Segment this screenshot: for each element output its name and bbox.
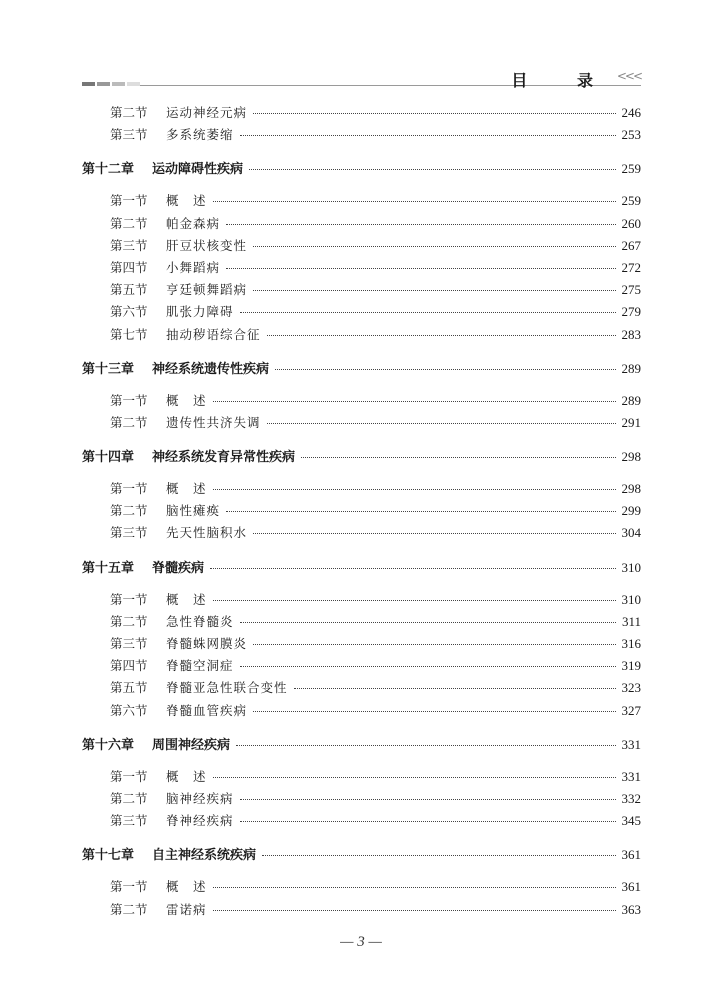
table-of-contents [82, 103, 641, 922]
entry-number: 第三节 [110, 525, 148, 541]
dot-leader [267, 335, 616, 336]
entry-number: 第一节 [110, 481, 148, 497]
entry-page-number: 283 [621, 326, 641, 342]
entry-title: 脊髓蛛网膜炎 [166, 636, 248, 651]
entry-page-number: 345 [621, 813, 641, 829]
entry-page-number: 259 [621, 193, 641, 209]
entry-page-number: 253 [621, 127, 641, 143]
dot-leader [213, 401, 616, 402]
entry-page-number: 291 [621, 414, 641, 430]
entry-page-number: 316 [621, 636, 641, 651]
entry-page-number: 310 [621, 559, 641, 575]
entry-page-number: 361 [621, 847, 641, 863]
dot-leader [253, 711, 615, 712]
toc-section-entry[interactable] [82, 413, 641, 435]
entry-page-number: 331 [621, 768, 641, 784]
page-number: — 3 — [340, 934, 382, 950]
toc-section-entry[interactable] [82, 191, 641, 213]
dot-leader [210, 568, 615, 569]
toc-section-entry[interactable] [82, 325, 641, 347]
entry-title: 小舞蹈病 [166, 259, 221, 275]
toc-section-entry[interactable] [82, 103, 641, 125]
dot-leader [294, 688, 616, 689]
entry-number: 第一节 [110, 591, 148, 607]
dot-leader [275, 369, 615, 370]
entry-page-number: 275 [621, 282, 641, 298]
dot-leader [253, 290, 615, 291]
entry-number: 第一节 [110, 392, 148, 408]
entry-number: 第三节 [110, 237, 148, 253]
entry-page-number: 260 [621, 215, 641, 231]
dot-leader [213, 777, 616, 778]
toc-section-entry[interactable] [82, 479, 641, 501]
toc-section-entry[interactable] [82, 501, 641, 523]
entry-number: 第二节 [110, 901, 148, 917]
dot-leader [240, 312, 616, 313]
entry-page-number: 323 [621, 680, 641, 696]
entry-title: 脊髓血管疾病 [166, 702, 248, 718]
entry-title: 神经系统遗传性疾病 [152, 361, 270, 377]
dot-leader [226, 224, 615, 225]
header-bar-2 [97, 82, 110, 86]
toc-section-entry[interactable] [82, 634, 641, 656]
entry-page-number: 299 [621, 503, 641, 519]
dot-leader [240, 666, 616, 667]
entry-title: 亨廷顿舞蹈病 [166, 282, 248, 298]
entry-title: 概 述 [166, 392, 207, 408]
entry-number: 第十五章 [82, 560, 135, 576]
toc-section-entry[interactable] [82, 656, 641, 678]
entry-number: 第二节 [110, 503, 148, 519]
entry-page-number: 289 [621, 360, 641, 376]
entry-page-number: 311 [621, 613, 641, 629]
entry-number: 第四节 [110, 658, 148, 674]
entry-page-number: 272 [621, 259, 641, 275]
header-bar-4 [127, 82, 140, 86]
toc-chapter-entry[interactable] [82, 844, 641, 866]
dot-leader [213, 489, 616, 490]
entry-number: 第三节 [110, 636, 148, 651]
entry-page-number: 304 [621, 525, 641, 541]
entry-number: 第一节 [110, 768, 148, 784]
entry-title: 脊髓亚急性联合变性 [166, 680, 288, 696]
dot-leader [226, 511, 615, 512]
toc-chapter-entry[interactable] [82, 446, 641, 468]
toc-section-entry[interactable] [82, 258, 641, 280]
entry-title: 脊神经疾病 [166, 813, 234, 829]
entry-title: 脑性瘫痪 [166, 503, 221, 519]
toc-section-entry[interactable] [82, 391, 641, 413]
entry-number: 第三节 [110, 127, 148, 143]
toc-section-entry[interactable] [82, 811, 641, 833]
entry-number: 第五节 [110, 680, 148, 696]
dot-leader [240, 135, 616, 136]
chevron-left-icon: <<< [616, 69, 641, 83]
entry-number: 第十三章 [82, 361, 135, 377]
entry-title: 神经系统发育异常性疾病 [152, 450, 296, 466]
dot-leader [213, 600, 616, 601]
toc-section-entry[interactable] [82, 877, 641, 899]
entry-page-number: 279 [621, 304, 641, 320]
entry-page-number: 363 [621, 901, 641, 917]
toc-section-entry[interactable] [82, 701, 641, 723]
toc-section-entry[interactable] [82, 590, 641, 612]
toc-chapter-entry[interactable] [82, 734, 641, 756]
entry-number: 第二节 [110, 790, 148, 806]
entry-title: 帕金森病 [166, 215, 221, 231]
entry-page-number: 298 [621, 481, 641, 497]
dot-leader [267, 423, 616, 424]
entry-title: 脊髓空洞症 [166, 658, 234, 674]
entry-title: 肌张力障碍 [166, 304, 234, 320]
dot-leader [240, 622, 616, 623]
toc-chapter-entry[interactable] [82, 358, 641, 380]
dot-leader [253, 113, 615, 114]
entry-number: 第三节 [110, 813, 148, 829]
toc-section-entry[interactable] [82, 789, 641, 811]
entry-title: 脊髓疾病 [152, 560, 205, 576]
entry-number: 第十二章 [82, 162, 135, 178]
entry-title: 运动障碍性疾病 [152, 162, 244, 178]
dot-leader [240, 799, 616, 800]
entry-number: 第二节 [110, 613, 148, 629]
toc-section-entry[interactable] [82, 612, 641, 634]
dot-leader [213, 201, 616, 202]
toc-section-entry[interactable] [82, 302, 641, 324]
header-title: 目 录 [511, 71, 615, 90]
dot-leader [253, 644, 615, 645]
entry-number: 第七节 [110, 326, 148, 342]
entry-title: 概 述 [166, 193, 207, 209]
dot-leader [301, 457, 615, 458]
header-bar-1 [82, 82, 95, 86]
entry-title: 雷诺病 [166, 901, 207, 917]
entry-number: 第二节 [110, 414, 148, 430]
entry-number: 第二节 [110, 105, 148, 120]
toc-section-entry[interactable] [82, 900, 641, 922]
toc-section-entry[interactable] [82, 280, 641, 302]
dot-leader [253, 246, 615, 247]
entry-title: 抽动秽语综合征 [166, 326, 261, 342]
entry-title: 周围神经疾病 [152, 737, 231, 753]
entry-title: 先天性脑积水 [166, 525, 248, 541]
entry-number: 第一节 [110, 193, 148, 209]
entry-title: 多系统萎缩 [166, 127, 234, 143]
dot-leader [249, 169, 615, 170]
dot-leader [236, 745, 615, 746]
entry-number: 第十七章 [82, 848, 135, 864]
dot-leader [253, 533, 615, 534]
entry-page-number: 246 [621, 105, 641, 120]
entry-page-number: 267 [621, 237, 641, 253]
dot-leader [262, 855, 615, 856]
entry-title: 概 述 [166, 879, 207, 895]
entry-page-number: 298 [621, 449, 641, 465]
entry-page-number: 319 [621, 658, 641, 674]
entry-title: 遗传性共济失调 [166, 414, 261, 430]
entry-number: 第六节 [110, 702, 148, 718]
entry-title: 概 述 [166, 768, 207, 784]
entry-number: 第一节 [110, 879, 148, 895]
toc-section-entry[interactable] [82, 125, 641, 147]
entry-title: 概 述 [166, 591, 207, 607]
entry-page-number: 289 [621, 392, 641, 408]
entry-number: 第十六章 [82, 737, 135, 753]
toc-chapter-entry[interactable] [82, 158, 641, 180]
entry-number: 第四节 [110, 259, 148, 275]
entry-page-number: 331 [621, 736, 641, 752]
toc-section-entry[interactable] [82, 214, 641, 236]
entry-number: 第十四章 [82, 450, 135, 466]
entry-page-number: 259 [621, 161, 641, 177]
toc-section-entry[interactable] [82, 236, 641, 258]
dot-leader [213, 887, 616, 888]
entry-number: 第二节 [110, 215, 148, 231]
dot-leader [240, 821, 616, 822]
entry-title: 急性脊髓炎 [166, 613, 234, 629]
entry-title: 概 述 [166, 481, 207, 497]
entry-title: 脑神经疾病 [166, 790, 234, 806]
header-decorative-bars [82, 82, 142, 86]
entry-number: 第六节 [110, 304, 148, 320]
entry-page-number: 327 [621, 702, 641, 718]
toc-section-entry[interactable] [82, 678, 641, 700]
toc-section-entry[interactable] [82, 767, 641, 789]
dot-leader [213, 910, 616, 911]
page-header [82, 64, 641, 90]
entry-title: 运动神经元病 [166, 105, 248, 120]
entry-number: 第五节 [110, 282, 148, 298]
dot-leader [226, 268, 615, 269]
toc-section-entry[interactable] [82, 523, 641, 545]
entry-page-number: 361 [621, 879, 641, 895]
entry-title: 自主神经系统疾病 [152, 848, 257, 864]
toc-chapter-entry[interactable] [82, 557, 641, 579]
entry-page-number: 332 [621, 790, 641, 806]
entry-page-number: 310 [621, 591, 641, 607]
header-bar-3 [112, 82, 125, 86]
entry-title: 肝豆状核变性 [166, 237, 248, 253]
